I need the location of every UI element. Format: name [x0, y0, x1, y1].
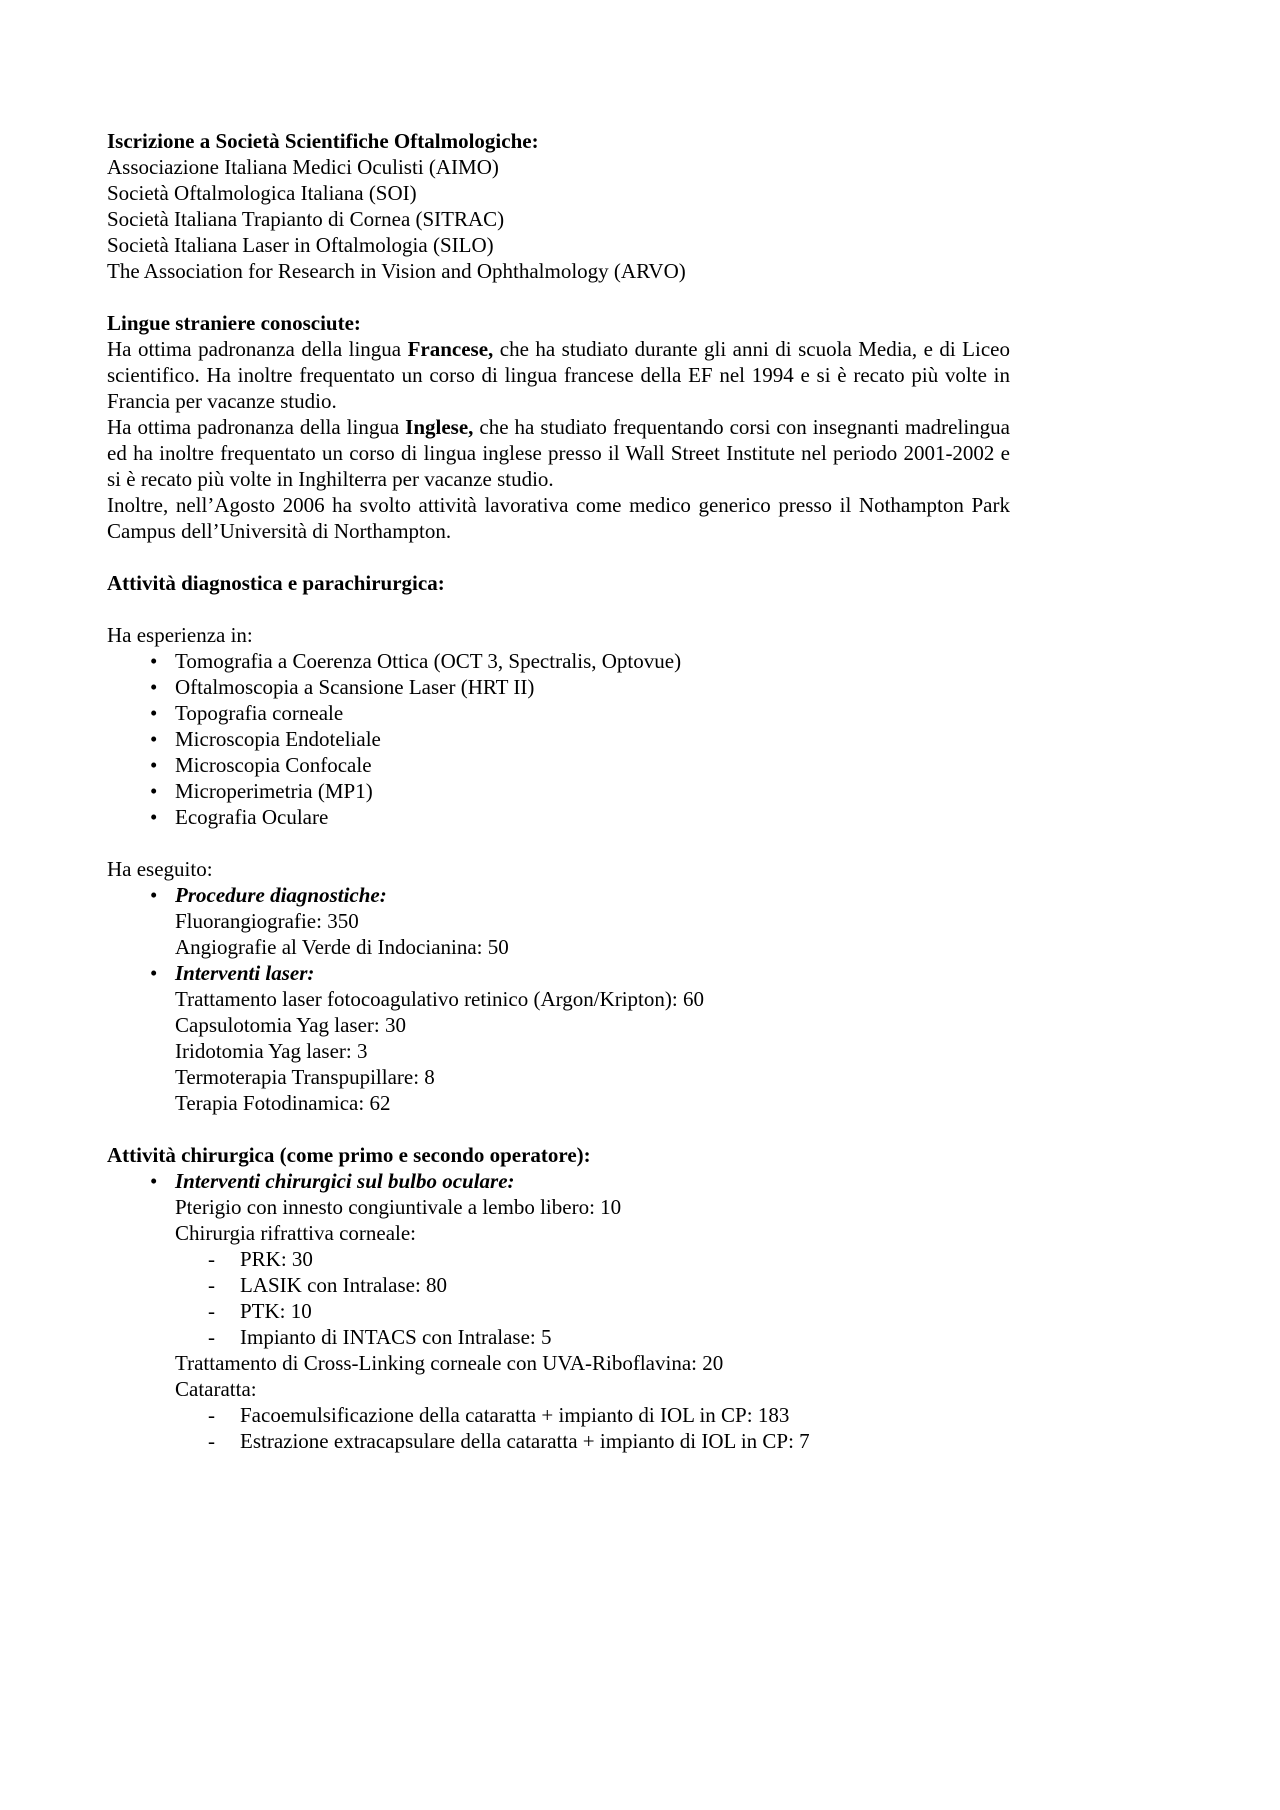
performed-group-title-label: Procedure diagnostiche:	[175, 883, 387, 907]
experience-item	[107, 674, 1010, 700]
experience-item-label: Topografia corneale	[175, 701, 344, 725]
performed-line: Fluorangiografie: 350	[175, 909, 359, 933]
membership-item: Società Italiana Trapianto di Cornea (SITRAC)	[107, 207, 505, 231]
dash-icon: -	[208, 1429, 215, 1453]
dash-icon: -	[208, 1273, 215, 1297]
paragraph-french	[107, 336, 1010, 414]
experience-item-label: Ecografia Oculare	[175, 805, 329, 829]
experience-item-label: Microscopia Confocale	[175, 753, 372, 777]
text-run: Ha ottima padronanza della lingua	[107, 337, 408, 361]
experience-item-label: Tomografia a Coerenza Ottica (OCT 3, Spectralis, Optovue)	[175, 649, 682, 673]
performed-group-title-label: Interventi laser:	[175, 961, 315, 985]
section-diagnostics	[107, 570, 1010, 1116]
experience-item-label: Microperimetria (MP1)	[175, 779, 373, 803]
bullet-icon: •	[150, 1169, 158, 1193]
paragraph-northampton: Inoltre, nell’Agosto 2006 ha svolto attività lavorativa come medico generico presso il Nothampton Park Campus dell’Università di Northampton.	[107, 493, 1010, 543]
bullet-icon: •	[150, 701, 158, 725]
refractive-item-label: PTK: 10	[240, 1299, 312, 1323]
section-surgery	[107, 1142, 1010, 1454]
surgery-line-refractive: Chirurgia rifrattiva corneale:	[175, 1221, 417, 1245]
experience-intro: Ha esperienza in:	[107, 623, 253, 647]
section-languages	[107, 310, 1010, 544]
membership-item: The Association for Research in Vision and Ophthalmology (ARVO)	[107, 259, 686, 283]
text-run: che ha studiato durante gli anni di scuola Media, e di Liceo scientifico. Ha inoltre frequentato un corso di lingua francese della EF nel 1994 e si è recato più volte in Francia per vacanze studio.	[107, 337, 1010, 413]
experience-item	[107, 726, 1010, 752]
section-memberships	[107, 128, 1010, 284]
experience-item	[107, 700, 1010, 726]
surgery-heading: Attività chirurgica (come primo e secondo operatore):	[107, 1143, 591, 1167]
refractive-item-label: LASIK con Intralase: 80	[240, 1273, 448, 1297]
paragraph-english	[107, 414, 1010, 492]
text-run: che ha studiato frequentando corsi con insegnanti madrelingua ed ha inoltre frequentato un corso di lingua inglese presso il Wall Street Institute nel periodo 2001-2002 e si è recato più volte in Inghilterra per vacanze studio.	[107, 415, 1010, 491]
refractive-item-label: Impianto di INTACS con Intralase: 5	[240, 1325, 552, 1349]
dash-icon: -	[208, 1403, 215, 1427]
text-run: Ha ottima padronanza della lingua	[107, 415, 406, 439]
bullet-icon: •	[150, 779, 158, 803]
cataract-item-label: Estrazione extracapsulare della cataratta + impianto di IOL in CP: 7	[240, 1429, 810, 1453]
refractive-item	[107, 1298, 1010, 1324]
refractive-item	[107, 1272, 1010, 1298]
experience-item-label: Oftalmoscopia a Scansione Laser (HRT II)	[175, 675, 535, 699]
refractive-item	[107, 1246, 1010, 1272]
refractive-item-label: PRK: 30	[240, 1247, 313, 1271]
dash-icon: -	[208, 1299, 215, 1323]
surgery-line-cataract: Cataratta:	[175, 1377, 257, 1401]
text-run-bold-english: Inglese,	[405, 415, 474, 439]
bullet-icon: •	[150, 727, 158, 751]
performed-line: Termoterapia Transpupillare: 8	[175, 1065, 435, 1089]
performed-line: Terapia Fotodinamica: 62	[175, 1091, 391, 1115]
performed-group-title	[107, 882, 1010, 908]
surgery-line-pterygium: Pterigio con innesto congiuntivale a lembo libero: 10	[175, 1195, 622, 1219]
bullet-icon: •	[150, 883, 158, 907]
performed-group-title	[107, 960, 1010, 986]
membership-item: Società Italiana Laser in Oftalmologia (SILO)	[107, 233, 494, 257]
dash-icon: -	[208, 1325, 215, 1349]
performed-line: Trattamento laser fotocoagulativo retinico (Argon/Kripton): 60	[175, 987, 704, 1011]
performed-intro: Ha eseguito:	[107, 857, 213, 881]
dash-icon: -	[208, 1247, 215, 1271]
bullet-icon: •	[150, 961, 158, 985]
experience-item	[107, 778, 1010, 804]
membership-item: Società Oftalmologica Italiana (SOI)	[107, 181, 417, 205]
surgery-group-title	[107, 1168, 1010, 1194]
bullet-icon: •	[150, 805, 158, 829]
performed-line: Angiografie al Verde di Indocianina: 50	[175, 935, 509, 959]
memberships-heading: Iscrizione a Società Scientifiche Oftalmologiche:	[107, 129, 539, 153]
surgery-group-title-label: Interventi chirurgici sul bulbo oculare:	[175, 1169, 515, 1193]
bullet-icon: •	[150, 649, 158, 673]
refractive-item	[107, 1324, 1010, 1350]
experience-item-label: Microscopia Endoteliale	[175, 727, 381, 751]
text-run-bold-french: Francese,	[407, 337, 494, 361]
cataract-item	[107, 1402, 1010, 1428]
membership-item: Associazione Italiana Medici Oculisti (AIMO)	[107, 155, 499, 179]
surgery-line-crosslinking: Trattamento di Cross-Linking corneale con UVA-Riboflavina: 20	[175, 1351, 724, 1375]
cataract-item-label: Facoemulsificazione della cataratta + impianto di IOL in CP: 183	[240, 1403, 790, 1427]
experience-item	[107, 752, 1010, 778]
experience-item	[107, 804, 1010, 830]
experience-item	[107, 648, 1010, 674]
bullet-icon: •	[150, 675, 158, 699]
bullet-icon: •	[150, 753, 158, 777]
cataract-item	[107, 1428, 1010, 1454]
languages-heading: Lingue straniere conosciute:	[107, 311, 361, 335]
diagnostics-heading: Attività diagnostica e parachirurgica:	[107, 571, 445, 595]
performed-line: Iridotomia Yag laser: 3	[175, 1039, 368, 1063]
performed-line: Capsulotomia Yag laser: 30	[175, 1013, 406, 1037]
